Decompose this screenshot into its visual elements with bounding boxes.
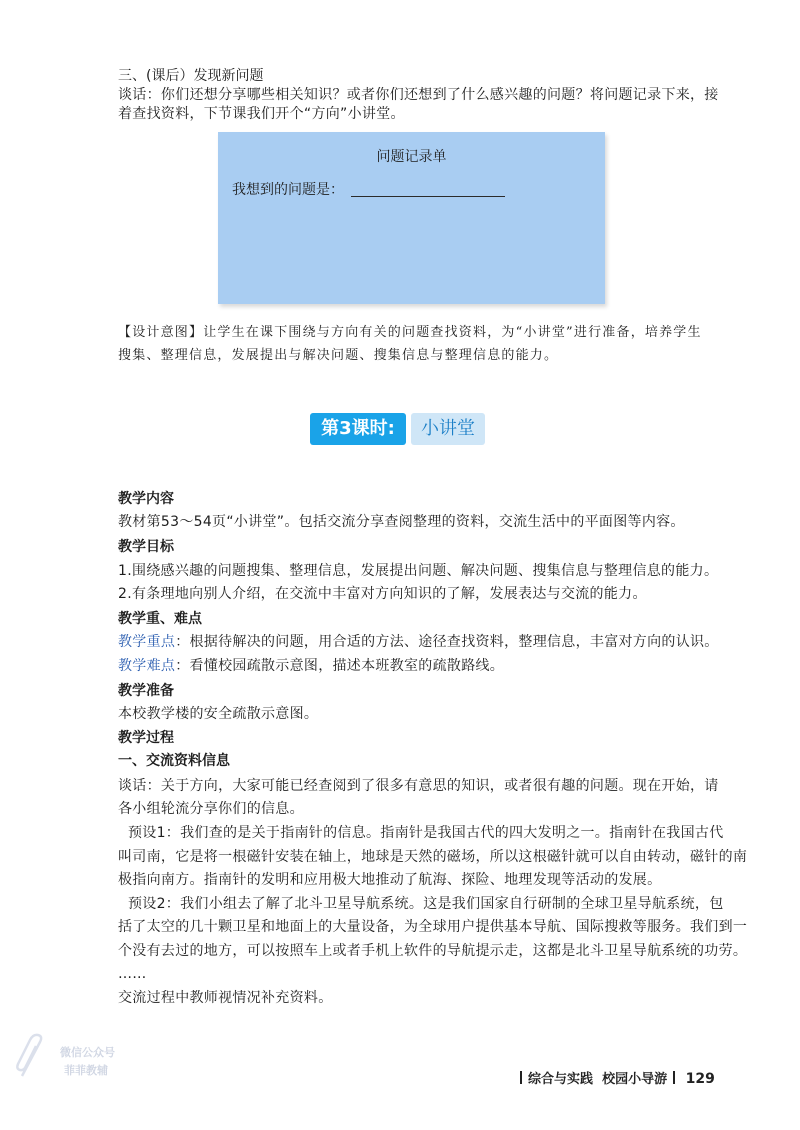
paperclip-icon: [12, 1032, 50, 1082]
preset2-line: 个没有去过的地方，可以按照车上或者手机上软件的导航提示走，这都是北斗卫星导航系统的功劳。: [118, 943, 748, 959]
watermark: [12, 1030, 132, 1090]
talk-paragraph-line: 谈话：关于方向，大家可能已经查阅到了很多有意思的知识，或者很有趣的问题。现在开始，请: [118, 778, 719, 794]
design-intent-line: 【设计意图】让学生在课下围绕与方向有关的问题查找资料，为“小讲堂”进行准备，培养学生: [118, 325, 702, 340]
question-record-card: [218, 132, 605, 304]
difficult-point-label: 教学难点: [118, 658, 176, 674]
preset2-line: 预设2：我们小组去了解了北斗卫星导航系统。这是我们国家自行研制的全球卫星导航系统，包: [128, 896, 724, 912]
page-footer: [514, 1068, 715, 1087]
difficult-point: [118, 656, 504, 676]
key-point-label: 教学重点: [118, 634, 176, 650]
talk-line: 着查找资料，下节课我们开个“方向”小讲堂。: [118, 106, 405, 122]
difficult-point-text: ：看懂校园疏散示意图，描述本班教室的疏散路线。: [175, 658, 505, 674]
footer-divider: [520, 1071, 522, 1084]
footer-divider: [673, 1071, 675, 1084]
preset1-line: 极指向南方。指南针的发明和应用极大地推动了航海、探险、地理发现等活动的发展。: [118, 872, 662, 888]
preset1-line: 叫司南，它是将一根磁针安装在轴上，地球是天然的磁场，所以这根磁针就可以自由转动，磁针的南: [118, 849, 748, 865]
watermark-line: 微信公众号: [60, 1046, 115, 1059]
prep-heading: 教学准备: [118, 683, 174, 699]
footer-book-section: 综合与实践: [528, 1072, 594, 1087]
answer-line: [351, 196, 505, 197]
footer-unit: 校园小导游: [602, 1072, 668, 1087]
page-number: 129: [685, 1071, 715, 1087]
goal-item: 1.围绕感兴趣的问题搜集、整理信息，发展提出问题、解决问题、搜集信息与整理信息的能力。: [118, 563, 719, 579]
goals-heading: 教学目标: [118, 539, 174, 555]
lesson-banner: [310, 413, 486, 445]
process-heading: 教学过程: [118, 730, 174, 746]
key-point-text: ：根据待解决的问题，用合适的方法、途径查找资料，整理信息，丰富对方向的认识。: [175, 634, 719, 650]
key-point: [118, 632, 719, 652]
key-difficult-heading: 教学重、难点: [118, 611, 202, 627]
card-title: 问题记录单: [376, 149, 447, 165]
closing-text: 交流过程中教师视情况补充资料。: [118, 990, 333, 1006]
talk-paragraph-line: 各小组轮流分享你们的信息。: [118, 801, 304, 817]
prep-text: 本校教学楼的安全疏散示意图。: [118, 706, 319, 722]
preset2-line: 括了太空的几十颗卫星和地面上的大量设备，为全球用户提供基本导航、国际搜救等服务。我们到一: [118, 919, 748, 935]
section-heading: 三、(课后）发现新问题: [118, 68, 264, 84]
design-intent-line: 搜集、整理信息，发展提出与解决问题、搜集信息与整理信息的能力。: [118, 348, 559, 363]
step1-heading: 一、交流资料信息: [118, 753, 230, 769]
card-label: 我想到的问题是：: [232, 182, 344, 198]
lesson-number: 第3课时:: [310, 413, 406, 445]
ellipsis: ……: [118, 966, 147, 982]
watermark-line: 菲菲教辅: [64, 1064, 108, 1077]
teaching-content-text: 教材第53～54页“小讲堂”。包括交流分享查阅整理的资料，交流生活中的平面图等内容。: [118, 514, 685, 530]
teaching-content-heading: 教学内容: [118, 491, 174, 507]
goal-item: 2.有条理地向别人介绍，在交流中丰富对方向知识的了解，发展表达与交流的能力。: [118, 586, 647, 602]
talk-line: 谈话：你们还想分享哪些相关知识？或者你们还想到了什么感兴趣的问题？将问题记录下来，接: [118, 87, 719, 103]
lesson-title: 小讲堂: [411, 413, 485, 445]
preset1-line: 预设1：我们查的是关于指南针的信息。指南针是我国古代的四大发明之一。指南针在我国古代: [128, 825, 724, 841]
